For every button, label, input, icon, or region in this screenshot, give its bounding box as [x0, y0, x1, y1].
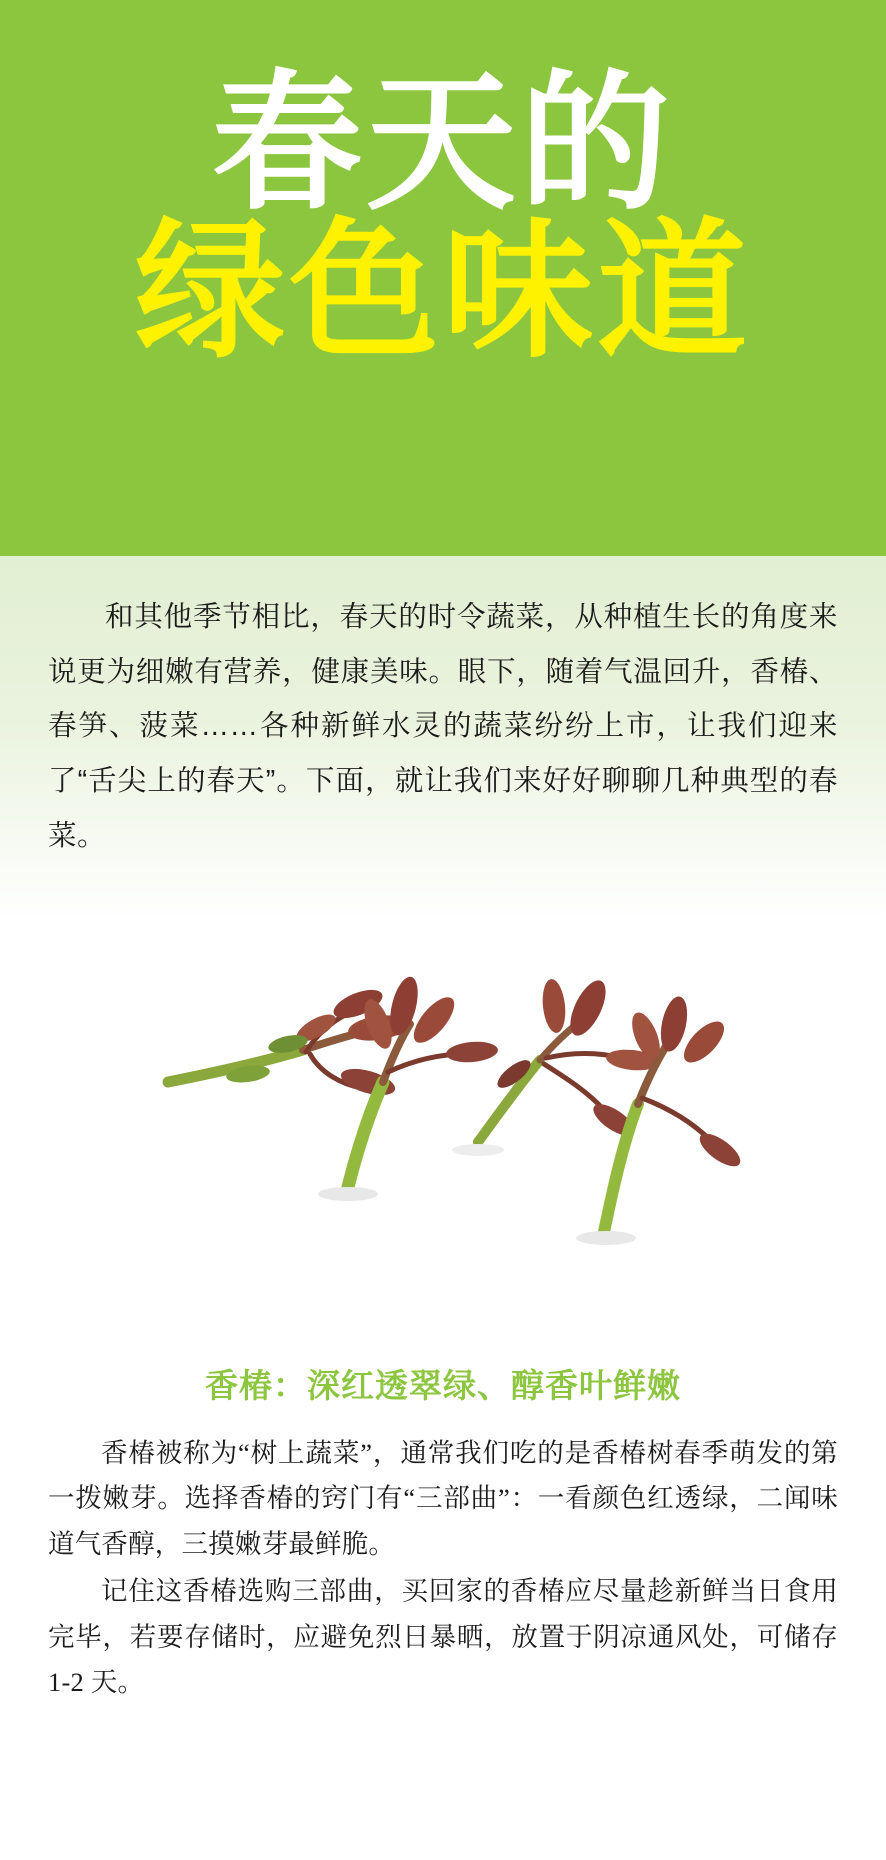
section-xiangchun	[0, 1342, 886, 1748]
hero-banner	[0, 0, 886, 556]
section-title: 香椿：深红透翠绿、醇香叶鲜嫩	[205, 1368, 681, 1405]
intro-block	[0, 556, 886, 920]
hero-title-line-1: 春天的	[211, 59, 674, 227]
intro-paragraph: 和其他季节相比，春天的时令蔬菜，从种植生长的角度来说更为细嫩有营养，健康美味。眼下，随着气温回升，香椿、春笋、菠菜……各种新鲜水灵的蔬菜纷纷上市，让我们迎来了“舌尖上的春天”。下面，就让我们来好好聊聊几种典型的春菜。	[48, 601, 838, 852]
section-paragraph-1: 香椿被称为“树上蔬菜”，通常我们吃的是香椿树春季萌发的第一拨嫩芽。选择香椿的窍门有“三部曲”：一看颜色红透绿，二闻味道气香醇，三摸嫩芽最鲜脆。	[48, 1437, 838, 1559]
hero-title-line-2: 绿色味道	[134, 207, 751, 375]
toona-sprouts-photo-icon	[48, 932, 838, 1332]
section-paragraph-2: 记住这香椿选购三部曲，买回家的香椿应尽量趁新鲜当日食用完毕，若要存储时，应避免烈日暴晒，放置于阴凉通风处，可储存 1-2 天。	[48, 1576, 838, 1698]
photo-container	[0, 920, 886, 1342]
